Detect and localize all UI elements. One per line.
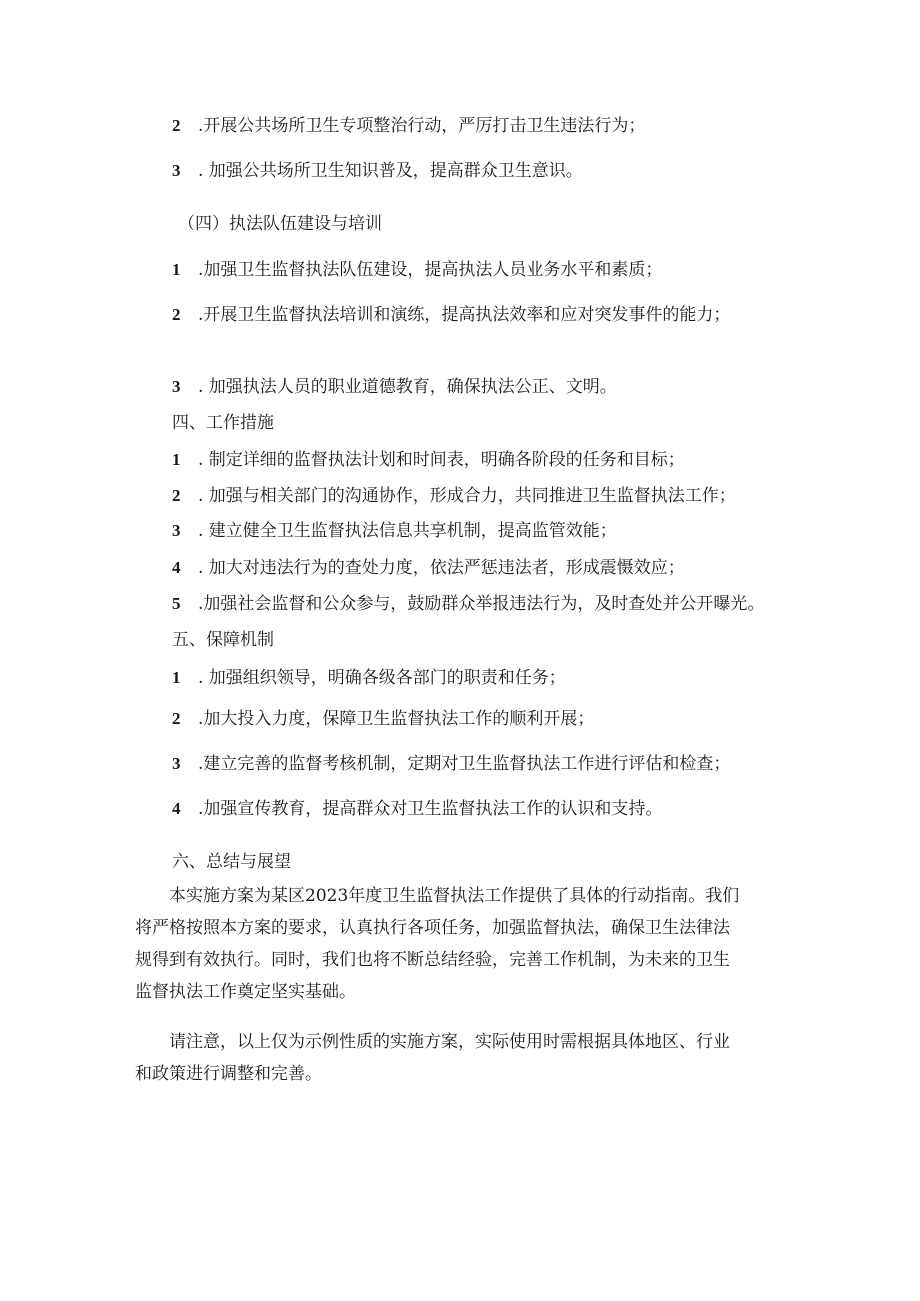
item-number: 1 xyxy=(172,668,181,687)
list-item xyxy=(172,594,764,614)
note-paragraph xyxy=(135,1026,785,1090)
item-text: .开展公共场所卫生专项整治行动，严厉打击卫生违法行为； xyxy=(198,116,646,136)
list-item xyxy=(172,521,617,541)
item-text: .加强社会监督和公众参与，鼓励群众举报违法行为，及时查处并公开曝光。 xyxy=(198,594,765,614)
paragraph-line: 将严格按照本方案的要求，认真执行各项任务，加强监督执法，确保卫生法律法 xyxy=(135,918,730,938)
item-number: 3 xyxy=(172,754,181,773)
paragraph-line: 请注意，以上仅为示例性质的实施方案，实际使用时需根据具体地区、行业 xyxy=(169,1032,730,1052)
list-item xyxy=(172,305,730,325)
item-number: 2 xyxy=(172,709,181,728)
item-number: 1 xyxy=(172,260,181,279)
item-number: 4 xyxy=(172,799,181,818)
item-text: .加强宣传教育，提高群众对卫生监督执法工作的认识和支持。 xyxy=(198,799,663,819)
paragraph-line: 监督执法工作奠定坚实基础。 xyxy=(135,982,356,1002)
list-item xyxy=(172,754,730,774)
section-heading: 五、保障机制 xyxy=(172,630,274,650)
paragraph-line: 本实施方案为某区2023年度卫生监督执法工作提供了具体的行动指南。我们 xyxy=(169,886,740,906)
list-item xyxy=(172,668,566,688)
summary-paragraph xyxy=(135,880,785,1008)
item-text: .开展卫生监督执法培训和演练，提高执法效率和应对突发事件的能力； xyxy=(198,305,731,325)
section-heading: （四）执法队伍建设与培训 xyxy=(178,214,382,234)
item-number: 2 xyxy=(172,486,181,505)
item-number: 5 xyxy=(172,594,181,613)
paragraph-line: 规得到有效执行。同时，我们也将不断总结经验，完善工作机制，为未来的卫生 xyxy=(135,950,730,970)
list-item xyxy=(172,377,617,397)
item-number: 2 xyxy=(172,305,181,324)
item-text: . 加强执法人员的职业道德教育，确保执法公正、文明。 xyxy=(198,377,617,397)
item-number: 2 xyxy=(172,116,181,135)
item-text: .加强卫生监督执法队伍建设，提高执法人员业务水平和素质； xyxy=(198,260,663,280)
list-item xyxy=(172,799,662,819)
item-text: . 建立健全卫生监督执法信息共享机制，提高监管效能； xyxy=(198,521,617,541)
section-heading: 六、总结与展望 xyxy=(172,852,291,872)
paragraph-line: 和政策进行调整和完善。 xyxy=(135,1064,322,1084)
item-text: . 加大对违法行为的查处力度，依法严惩违法者，形成震慑效应； xyxy=(198,558,685,578)
section-heading: 四、工作措施 xyxy=(172,413,274,433)
list-item xyxy=(172,709,594,729)
list-item xyxy=(172,486,736,506)
item-number: 4 xyxy=(172,558,181,577)
list-item xyxy=(172,558,685,578)
item-text: . 加强组织领导，明确各级各部门的职责和任务； xyxy=(198,668,566,688)
list-item xyxy=(172,450,685,470)
item-text: .建立完善的监督考核机制，定期对卫生监督执法工作进行评估和检查； xyxy=(198,754,731,774)
item-number: 3 xyxy=(172,161,181,180)
list-item xyxy=(172,116,645,136)
item-text: .加大投入力度，保障卫生监督执法工作的顺利开展； xyxy=(198,709,595,729)
item-number: 1 xyxy=(172,450,181,469)
item-text: . 加强与相关部门的沟通协作，形成合力，共同推进卫生监督执法工作； xyxy=(198,486,736,506)
list-item xyxy=(172,260,662,280)
item-number: 3 xyxy=(172,377,181,396)
item-text: . 制定详细的监督执法计划和时间表，明确各阶段的任务和目标； xyxy=(198,450,685,470)
item-number: 3 xyxy=(172,521,181,540)
item-text: . 加强公共场所卫生知识普及，提高群众卫生意识。 xyxy=(198,161,583,181)
list-item xyxy=(172,161,583,181)
